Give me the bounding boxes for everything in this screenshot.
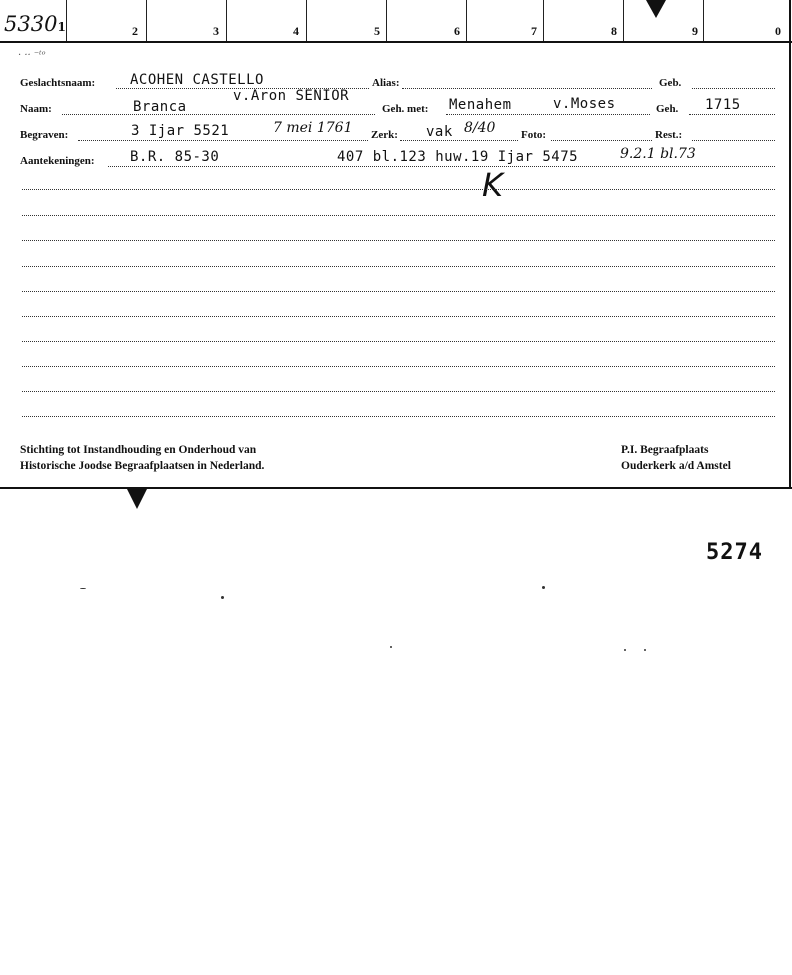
dotted-line — [446, 114, 650, 115]
label-alias: Alias: — [372, 77, 400, 89]
dotted-line — [402, 88, 652, 89]
label-foto: Foto: — [521, 129, 547, 141]
dotted-line — [78, 140, 368, 141]
column-divider — [66, 0, 67, 42]
value-begraven-handwritten: 7 mei 1761 — [273, 120, 353, 136]
dotted-line — [400, 140, 518, 141]
speck — [542, 586, 545, 589]
column-number: 0 — [775, 24, 781, 38]
column-divider — [543, 0, 544, 42]
blank-line — [22, 391, 775, 392]
value-geh-met-father: v.Moses — [553, 96, 616, 112]
value-aantekeningen: B.R. 85-30 — [130, 149, 220, 165]
blank-line — [22, 366, 775, 367]
dotted-line — [692, 140, 775, 141]
dotted-line — [692, 88, 775, 89]
value-geslachtsnaam: ACOHEN CASTELLO — [130, 72, 264, 88]
label-begraven: Begraven: — [20, 129, 69, 141]
back-card-number: 5274 — [706, 540, 763, 565]
label-naam: Naam: — [20, 103, 52, 115]
card-edge — [789, 0, 791, 489]
value-zerk-handwritten: 8/40 — [464, 120, 496, 136]
label-geh-met: Geh. met: — [382, 103, 429, 115]
column-divider — [703, 0, 704, 42]
value-begraven: 3 Ijar 5521 — [131, 123, 230, 139]
blank-line — [22, 416, 775, 417]
handwritten-mark: K — [482, 166, 503, 204]
blank-line — [22, 240, 775, 241]
blank-line — [22, 266, 775, 267]
column-number: 8 — [611, 24, 617, 38]
speck — [390, 646, 392, 648]
index-notch-lower — [127, 489, 147, 509]
column-number: 2 — [132, 24, 138, 38]
dotted-line — [689, 114, 775, 115]
strip-divider — [0, 41, 792, 43]
value-geh-met: Menahem — [449, 97, 512, 113]
column-number: 9 — [692, 24, 698, 38]
blank-line — [22, 189, 775, 190]
dotted-line — [62, 114, 375, 115]
label-rest: Rest.: — [655, 129, 683, 141]
blank-line — [22, 215, 775, 216]
value-naam: Branca — [133, 99, 187, 115]
footer-place-line1: P.I. Begraafplaats — [621, 444, 709, 456]
column-divider — [386, 0, 387, 42]
column-number: 3 — [213, 24, 219, 38]
speck — [644, 649, 646, 651]
label-geslachtsnaam: Geslachtsnaam: — [20, 77, 96, 89]
speck — [80, 588, 86, 589]
value-zerk: vak — [426, 124, 453, 140]
label-geb: Geb. — [659, 77, 682, 89]
column-number: 4 — [293, 24, 299, 38]
value-aantekeningen-ref: 407 bl.123 huw.19 Ijar 5475 — [337, 149, 579, 165]
label-geh: Geh. — [656, 103, 679, 115]
index-notch — [646, 0, 666, 18]
blank-line — [22, 291, 775, 292]
value-naam-father: v.Aron SENIOR — [233, 88, 350, 104]
blank-line — [22, 341, 775, 342]
blank-line — [22, 316, 775, 317]
column-number: 5 — [374, 24, 380, 38]
column-divider — [226, 0, 227, 42]
card-number: 53301 — [4, 12, 66, 36]
label-aantekeningen: Aantekeningen: — [20, 155, 95, 167]
card-bottom-edge — [0, 487, 792, 489]
footer-org-line2: Historische Joodse Begraafplaatsen in Nederland. — [20, 460, 265, 472]
footer-place-line2: Ouderkerk a/d Amstel — [621, 460, 731, 472]
value-geh: 1715 — [705, 97, 741, 113]
column-divider — [623, 0, 624, 42]
column-divider — [146, 0, 147, 42]
speck — [624, 649, 626, 651]
dotted-line — [551, 140, 652, 141]
dotted-line — [108, 166, 775, 167]
column-number: 7 — [531, 24, 537, 38]
label-zerk: Zerk: — [371, 129, 398, 141]
column-divider — [466, 0, 467, 42]
value-aantekeningen-handwritten: 9.2.1 bl.73 — [620, 146, 696, 162]
margin-scribble: · ·· ⁻ᵗᵒ — [18, 50, 46, 61]
speck — [221, 596, 224, 599]
column-number: 6 — [454, 24, 460, 38]
column-divider — [306, 0, 307, 42]
footer-org-line1: Stichting tot Instandhouding en Onderhoud van — [20, 444, 257, 456]
